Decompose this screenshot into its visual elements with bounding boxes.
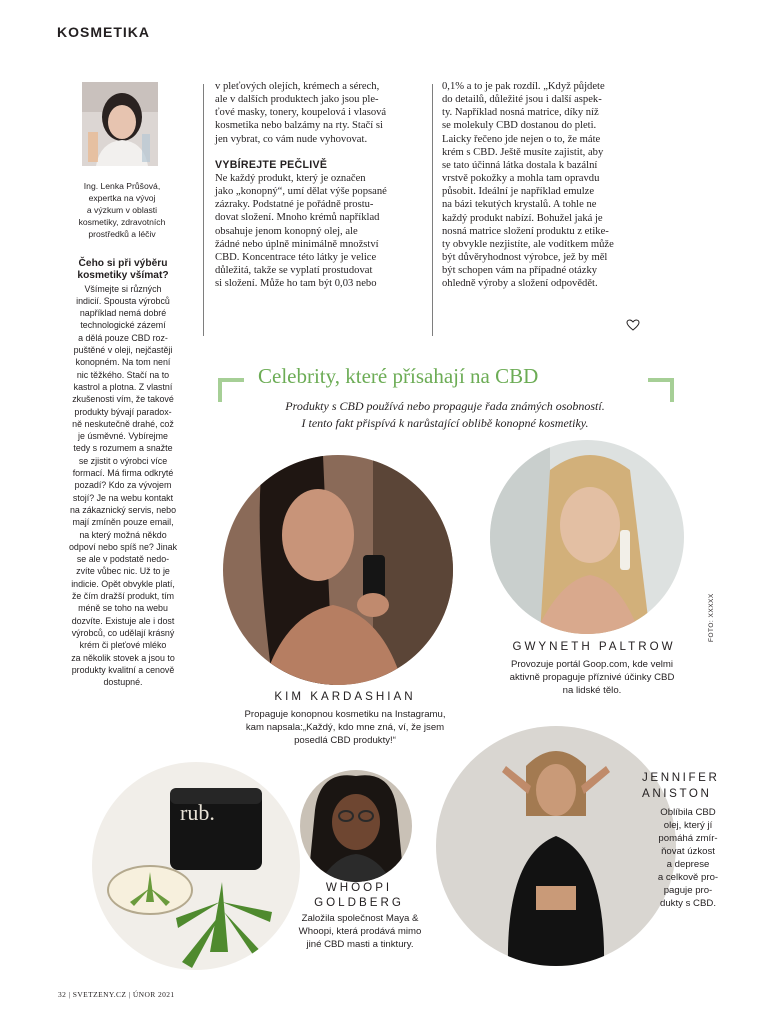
- bracket-right: [648, 378, 674, 402]
- text-line: formací. Má firma odkryté: [72, 468, 174, 479]
- description-line: jiné CBD masti a tinktury.: [306, 939, 414, 950]
- sidebar-heading-line: kosmetiky všímat?: [77, 270, 169, 282]
- kim-kardashian-photo: [223, 455, 453, 685]
- sidebar-heading-line: Čeho si při výběru: [78, 258, 168, 269]
- text-line: indicií. Spousta výrobců: [76, 295, 170, 306]
- column-divider: [203, 84, 204, 336]
- text-line: Laicky řečeno jde nejen o to, že máte: [442, 133, 601, 145]
- description-line: Oblíbila CBD: [660, 807, 716, 818]
- text-line: kosmetika nebo balzámy na rty. Stačí si: [215, 120, 383, 132]
- text-line: ale v dalších produktech jako jsou ple-: [215, 94, 379, 106]
- text-line: stojí? Je na webu kontakt: [72, 492, 174, 503]
- description-line: a celkově pro-: [657, 872, 719, 883]
- description-line: Založila společnost Maya &: [301, 913, 419, 924]
- description-line: Whoopi, která prodává mimo: [298, 926, 422, 937]
- column-divider: [432, 84, 433, 336]
- expert-sidebar: [58, 258, 188, 688]
- description-line: kam napsala:„Každý, kdo mne zná, ví, že jsem: [245, 722, 445, 733]
- text-line: do detailů, důležité jsou i další aspek-: [442, 94, 602, 106]
- text-line: puštěné v oleji, nejčastěji: [73, 345, 173, 356]
- text-line: pozadí? Kdo za vývojem: [74, 480, 172, 491]
- description-line: paguje pro-: [663, 885, 713, 896]
- text-line: je úsměvné. Vybírejme: [78, 431, 168, 442]
- text-line: že čím dražší produkt, tím: [71, 591, 175, 602]
- whoopi-goldberg-name: [304, 880, 414, 910]
- expert-caption-line: prostředků a léčiv: [88, 229, 156, 239]
- description-line: dukty s CBD.: [660, 898, 716, 909]
- text-line: se ale v podstatě nedo-: [76, 554, 170, 565]
- text-line: ty. Například nosná matrice, díky níž: [442, 107, 599, 119]
- article-column-2: [215, 80, 425, 290]
- text-line: méně se toho na webu: [78, 603, 168, 614]
- description-line: posedlá CBD produkty!“: [294, 735, 396, 746]
- text-line: krém či pleťové mléko: [79, 640, 167, 651]
- expert-photo: [82, 82, 158, 166]
- text-line: zázraky. Podstatné je pořádně prostu-: [215, 199, 374, 211]
- text-line: produkty bývají paradox-: [74, 406, 172, 417]
- gwyneth-paltrow-description: [480, 658, 704, 697]
- text-line: mají zmíněn pouze email,: [72, 517, 174, 528]
- text-line: obsahuje jenom konopný olej, ale: [215, 225, 358, 237]
- name-line: ANISTON: [642, 787, 712, 800]
- expert-caption: [70, 180, 174, 240]
- description-line: Provozuje portál Goop.com, kde velmi: [510, 659, 674, 670]
- text-line: a dělá pouze CBD roz-: [78, 332, 168, 343]
- text-line: ty obvykle nezjistíte, ale vodítkem může: [442, 238, 614, 250]
- expert-caption-line: a výzkum v oblasti: [86, 205, 158, 215]
- text-line: technologické zázemí: [80, 320, 166, 331]
- text-line: nic těžkého. Stačí na to: [76, 369, 170, 380]
- text-line: konopném. Na tom není: [75, 357, 171, 368]
- text-line: dozvíte. Existuje ale i dost: [71, 615, 175, 626]
- description-line: na lidské tělo.: [562, 685, 622, 696]
- description-line: aktivně propaguje příznivé účinky CBD: [509, 672, 675, 683]
- text-line: si složení. Může ho tam být 0,03 nebo: [215, 278, 377, 290]
- whoopi-goldberg-photo: [300, 770, 412, 882]
- text-line: zkušenosti vím, že takové: [72, 394, 174, 405]
- text-line: produkty kvalitní a cenově: [71, 664, 175, 675]
- text-line: kastrol a plotna. Z vlastní: [73, 381, 173, 392]
- column-3-body: [442, 80, 667, 291]
- description-line: Propaguje konopnou kosmetiku na Instagramu,: [244, 709, 446, 720]
- expert-caption-line: Ing. Lenka Průšová,: [83, 181, 161, 191]
- text-line: dostupné.: [103, 677, 143, 688]
- text-line: 0,1% a to je pak rozdíl. „Když půjdete: [442, 81, 605, 92]
- text-line: zvíte vůbec nic. Už to je: [76, 566, 170, 577]
- text-line: tedy s rozumem a snažte: [73, 443, 173, 454]
- text-line: každý produkt nabízí. Bohužel jaká je: [442, 212, 603, 224]
- description-line: ňovat úzkost: [661, 846, 715, 857]
- page-footer: 32 | SVETZENY.CZ | ÚNOR 2021: [58, 990, 175, 999]
- section-label: KOSMETIKA: [57, 24, 150, 40]
- text-line: vrstvě pokožky a mohla tam opravdu: [442, 173, 600, 185]
- expert-caption-line: kosmetiky, zdravotních: [78, 217, 166, 227]
- kim-kardashian-name: KIM KARDASHIAN: [274, 690, 416, 703]
- text-line: Ne každý produkt, který je označen: [215, 172, 366, 184]
- text-line: ohledně výroby a složení odpovědět.: [442, 278, 598, 290]
- text-line: na bázi tekutých krystalů. A tohle ne: [442, 199, 597, 211]
- text-line: důležitá, takže se vyplatí prostudovat: [215, 265, 373, 277]
- expert-caption-line: expertka na vývoj: [88, 193, 156, 203]
- sidebar-body: [58, 283, 188, 689]
- kim-kardashian-description: [210, 708, 480, 747]
- celebrities-title: Celebrity, které přísahají na CBD: [258, 364, 539, 388]
- subtitle-line: Produkty s CBD používá nebo propaguje řada známých osobností.: [285, 399, 605, 413]
- text-line: být schopen vám na případné otázky: [442, 265, 598, 277]
- name-line: JENNIFER: [642, 771, 720, 784]
- section-heading: VYBÍREJTE PEČLIVĚ: [215, 158, 328, 171]
- column-2-body: [215, 172, 425, 290]
- description-line: a deprese: [666, 859, 710, 870]
- gwyneth-paltrow-name: GWYNETH PALTROW: [512, 640, 676, 653]
- text-line: za několik stovek a jsou to: [71, 652, 175, 663]
- text-line: indicie. Opět obvykle platí,: [71, 578, 175, 589]
- name-line: GOLDBERG: [314, 896, 404, 909]
- text-line: působit. Ideální je například emulze: [442, 186, 595, 198]
- text-line: krém s CBD. Ještě musíte zajistit, aby: [442, 146, 604, 158]
- text-line: na který možná někdo: [79, 529, 167, 540]
- column-2-intro: [215, 80, 425, 146]
- description-line: olej, který jí: [663, 820, 713, 831]
- subtitle-line: I tento fakt přispívá k narůstající oblibě konopné kosmetiky.: [301, 415, 589, 430]
- text-line: například nemá dobré: [79, 308, 167, 319]
- text-line: ťové masky, tonery, koupelová i vlasová: [215, 107, 387, 119]
- text-line: jen vybrat, co vám nude vyhovovat.: [215, 133, 368, 145]
- text-line: se tato účinná látka dostala k bazální: [442, 159, 598, 171]
- text-line: v pleťových olejích, krémech a sérech,: [215, 81, 380, 92]
- text-line: výrobců, co udělají krásný: [71, 627, 175, 638]
- text-line: odpoví nebo spíš ne? Jinak: [68, 541, 178, 552]
- text-line: jako „konopný“, umí dělat výše popsané: [215, 186, 387, 198]
- sidebar-heading: [58, 258, 188, 283]
- text-line: CBD. Koncentrace této látky je velice: [215, 251, 377, 263]
- heart-icon: [626, 318, 640, 336]
- article-column-3: [442, 80, 667, 291]
- text-line: nosná matrice složení produktu z etike-: [442, 225, 609, 237]
- gwyneth-paltrow-photo: [490, 440, 684, 634]
- jennifer-aniston-name: [642, 770, 742, 802]
- text-line: dovat složení. Mnoho krémů například: [215, 212, 380, 224]
- product-jar-label: rub.: [180, 800, 215, 825]
- whoopi-goldberg-description: [292, 912, 428, 951]
- text-line: na zákaznický servis, nebo: [69, 504, 177, 515]
- description-line: pomáhá zmír-: [658, 833, 718, 844]
- name-line: WHOOPI: [325, 881, 393, 894]
- text-line: žádné nebo úplně minimálně množství: [215, 238, 379, 250]
- jennifer-aniston-description: [640, 806, 736, 910]
- photo-credit: FOTO: XXXXX: [708, 593, 715, 642]
- celebrities-subtitle: [240, 398, 650, 431]
- cbd-product-photo: [92, 762, 300, 970]
- text-line: ně neskutečně drahé, což: [72, 418, 174, 429]
- text-line: Všímejte si různých: [84, 283, 162, 294]
- text-line: být důvěryhodnost výrobce, jež by měl: [442, 252, 608, 264]
- text-line: se zjistit o výrobci více: [78, 455, 168, 466]
- text-line: se molekuly CBD dostanou do pleti.: [442, 120, 597, 132]
